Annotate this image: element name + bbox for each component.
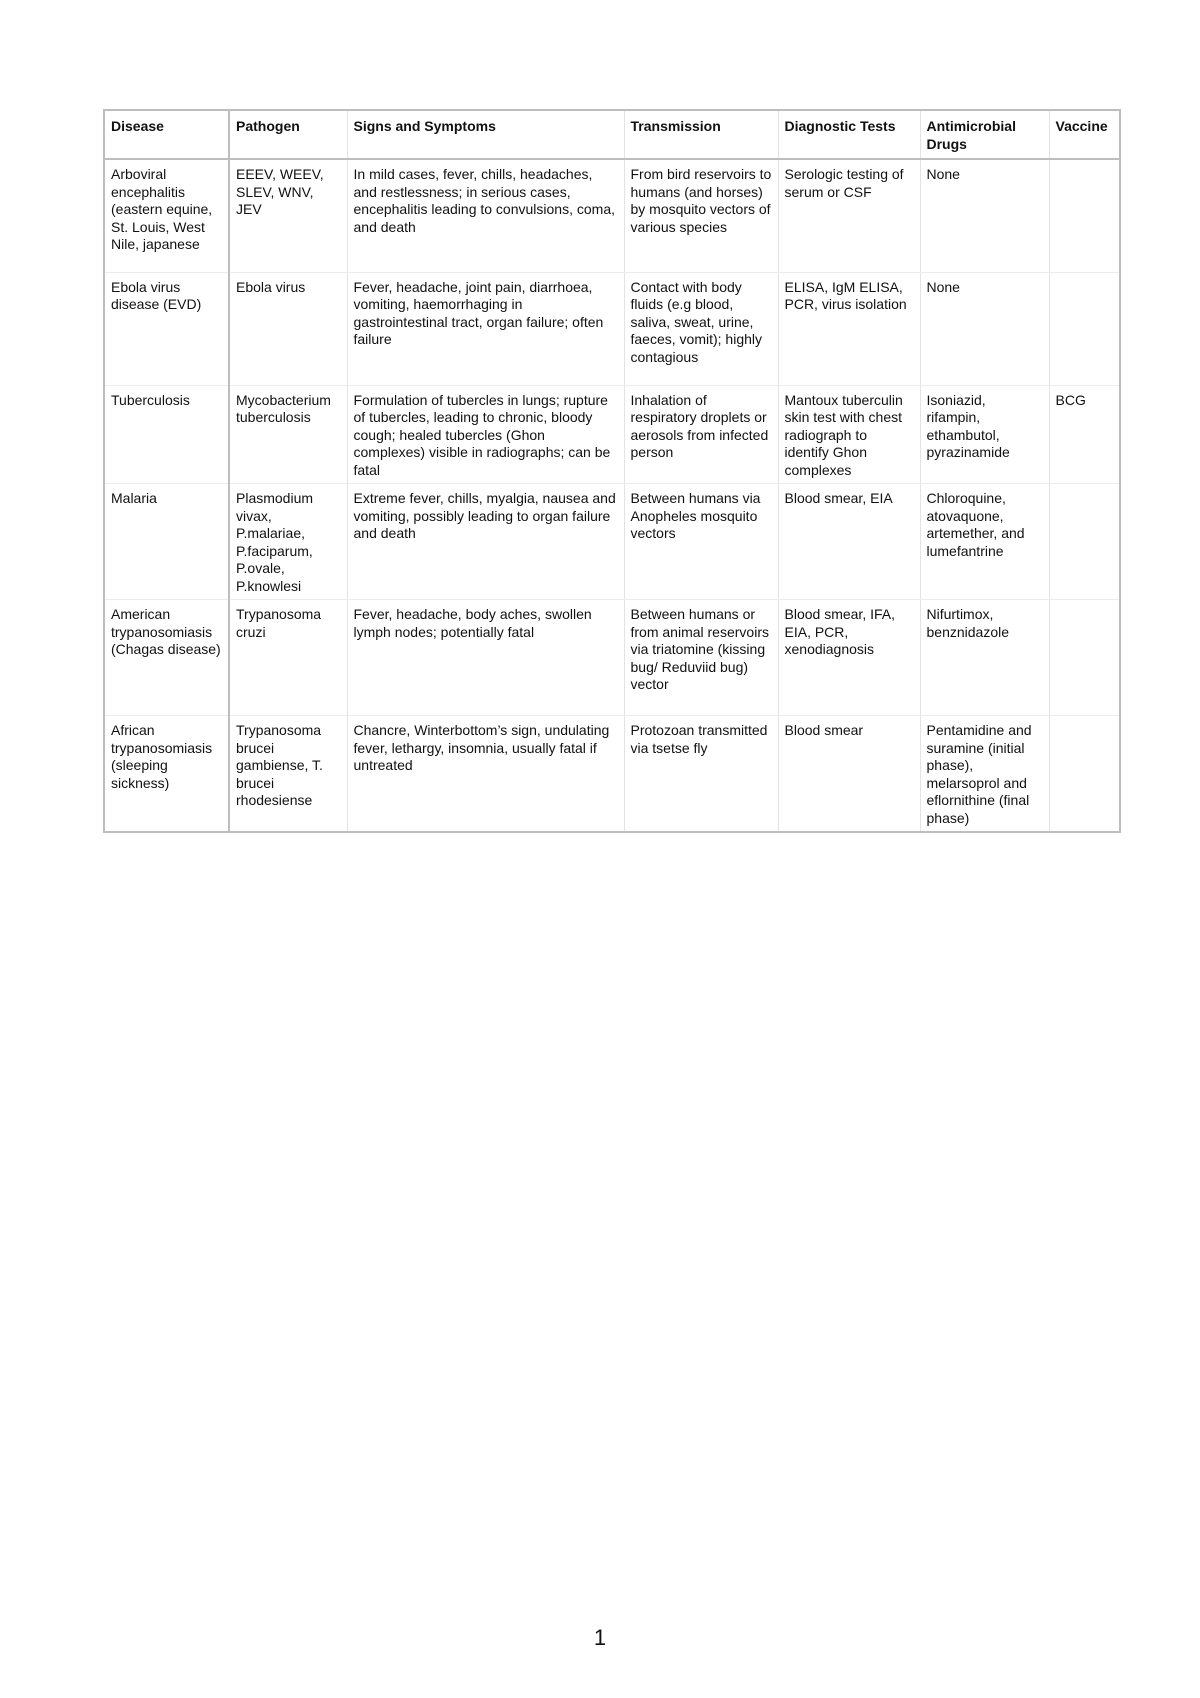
table-row bbox=[104, 159, 1120, 272]
cell-vaccine bbox=[1049, 600, 1120, 716]
header-antimicrobial-drugs: Antimicrobial Drugs bbox=[920, 110, 1049, 159]
header-transmission: Transmission bbox=[624, 110, 778, 159]
cell-signs-and-symptoms: Chancre, Winterbottom’s sign, undulating fever, lethargy, insomnia, usually fatal if untreated bbox=[347, 716, 624, 833]
header-pathogen: Pathogen bbox=[229, 110, 347, 159]
table-row bbox=[104, 484, 1120, 600]
cell-vaccine bbox=[1049, 272, 1120, 385]
table-row bbox=[104, 716, 1120, 833]
cell-antimicrobial-drugs: Isoniazid, rifampin, ethambutol, pyrazinamide bbox=[920, 385, 1049, 484]
cell-transmission: From bird reservoirs to humans (and horses) by mosquito vectors of various species bbox=[624, 159, 778, 272]
cell-vaccine: BCG bbox=[1049, 385, 1120, 484]
table-header bbox=[104, 110, 1120, 159]
cell-transmission: Inhalation of respiratory droplets or aerosols from infected person bbox=[624, 385, 778, 484]
cell-pathogen: Plasmodium vivax, P.malariae, P.faciparum, P.ovale, P.knowlesi bbox=[229, 484, 347, 600]
cell-antimicrobial-drugs: Pentamidine and suramine (initial phase), melarsoprol and eflornithine (final phase) bbox=[920, 716, 1049, 833]
cell-diagnostic-tests: Mantoux tuberculin skin test with chest radiograph to identify Ghon complexes bbox=[778, 385, 920, 484]
cell-transmission: Between humans or from animal reservoirs via triatomine (kissing bug/ Reduviid bug) vector bbox=[624, 600, 778, 716]
cell-disease: Malaria bbox=[104, 484, 229, 600]
cell-vaccine bbox=[1049, 484, 1120, 600]
cell-disease: African trypanosomiasis (sleeping sickness) bbox=[104, 716, 229, 833]
disease-table bbox=[103, 109, 1121, 833]
cell-diagnostic-tests: ELISA, IgM ELISA, PCR, virus isolation bbox=[778, 272, 920, 385]
header-disease: Disease bbox=[104, 110, 229, 159]
header-signs-and-symptoms: Signs and Symptoms bbox=[347, 110, 624, 159]
cell-signs-and-symptoms: Fever, headache, body aches, swollen lymph nodes; potentially fatal bbox=[347, 600, 624, 716]
cell-signs-and-symptoms: In mild cases, fever, chills, headaches, and restlessness; in serious cases, encephalitis leading to convulsions, coma, and death bbox=[347, 159, 624, 272]
cell-vaccine bbox=[1049, 159, 1120, 272]
cell-transmission: Between humans via Anopheles mosquito vectors bbox=[624, 484, 778, 600]
cell-disease: Ebola virus disease (EVD) bbox=[104, 272, 229, 385]
cell-disease: American trypanosomiasis (Chagas disease) bbox=[104, 600, 229, 716]
cell-pathogen: Ebola virus bbox=[229, 272, 347, 385]
cell-diagnostic-tests: Blood smear, IFA, EIA, PCR, xenodiagnosis bbox=[778, 600, 920, 716]
cell-pathogen: EEEV, WEEV, SLEV, WNV, JEV bbox=[229, 159, 347, 272]
cell-disease: Arboviral encephalitis (eastern equine, St. Louis, West Nile, japanese bbox=[104, 159, 229, 272]
cell-antimicrobial-drugs: Nifurtimox, benznidazole bbox=[920, 600, 1049, 716]
header-vaccine: Vaccine bbox=[1049, 110, 1120, 159]
cell-antimicrobial-drugs: None bbox=[920, 159, 1049, 272]
cell-transmission: Contact with body fluids (e.g blood, saliva, sweat, urine, faeces, vomit); highly contagious bbox=[624, 272, 778, 385]
table-body bbox=[104, 159, 1120, 832]
cell-pathogen: Trypanosoma cruzi bbox=[229, 600, 347, 716]
cell-transmission: Protozoan transmitted via tsetse fly bbox=[624, 716, 778, 833]
table-row bbox=[104, 385, 1120, 484]
cell-antimicrobial-drugs: Chloroquine, atovaquone, artemether, and lumefantrine bbox=[920, 484, 1049, 600]
cell-vaccine bbox=[1049, 716, 1120, 833]
table-row bbox=[104, 272, 1120, 385]
header-diagnostic-tests: Diagnostic Tests bbox=[778, 110, 920, 159]
cell-pathogen: Mycobacterium tuberculosis bbox=[229, 385, 347, 484]
cell-diagnostic-tests: Blood smear bbox=[778, 716, 920, 833]
cell-diagnostic-tests: Serologic testing of serum or CSF bbox=[778, 159, 920, 272]
cell-antimicrobial-drugs: None bbox=[920, 272, 1049, 385]
cell-signs-and-symptoms: Fever, headache, joint pain, diarrhoea, vomiting, haemorrhaging in gastrointestinal tract, organ failure; often failure bbox=[347, 272, 624, 385]
cell-signs-and-symptoms: Extreme fever, chills, myalgia, nausea and vomiting, possibly leading to organ failure and death bbox=[347, 484, 624, 600]
cell-signs-and-symptoms: Formulation of tubercles in lungs; rupture of tubercles, leading to chronic, bloody cough; healed tubercles (Ghon complexes) visible in radiographs; can be fatal bbox=[347, 385, 624, 484]
cell-disease: Tuberculosis bbox=[104, 385, 229, 484]
header-row bbox=[104, 110, 1120, 159]
cell-pathogen: Trypanosoma brucei gambiense, T. brucei rhodesiense bbox=[229, 716, 347, 833]
cell-diagnostic-tests: Blood smear, EIA bbox=[778, 484, 920, 600]
page-number: 1 bbox=[593, 1625, 607, 1650]
table-row bbox=[104, 600, 1120, 716]
